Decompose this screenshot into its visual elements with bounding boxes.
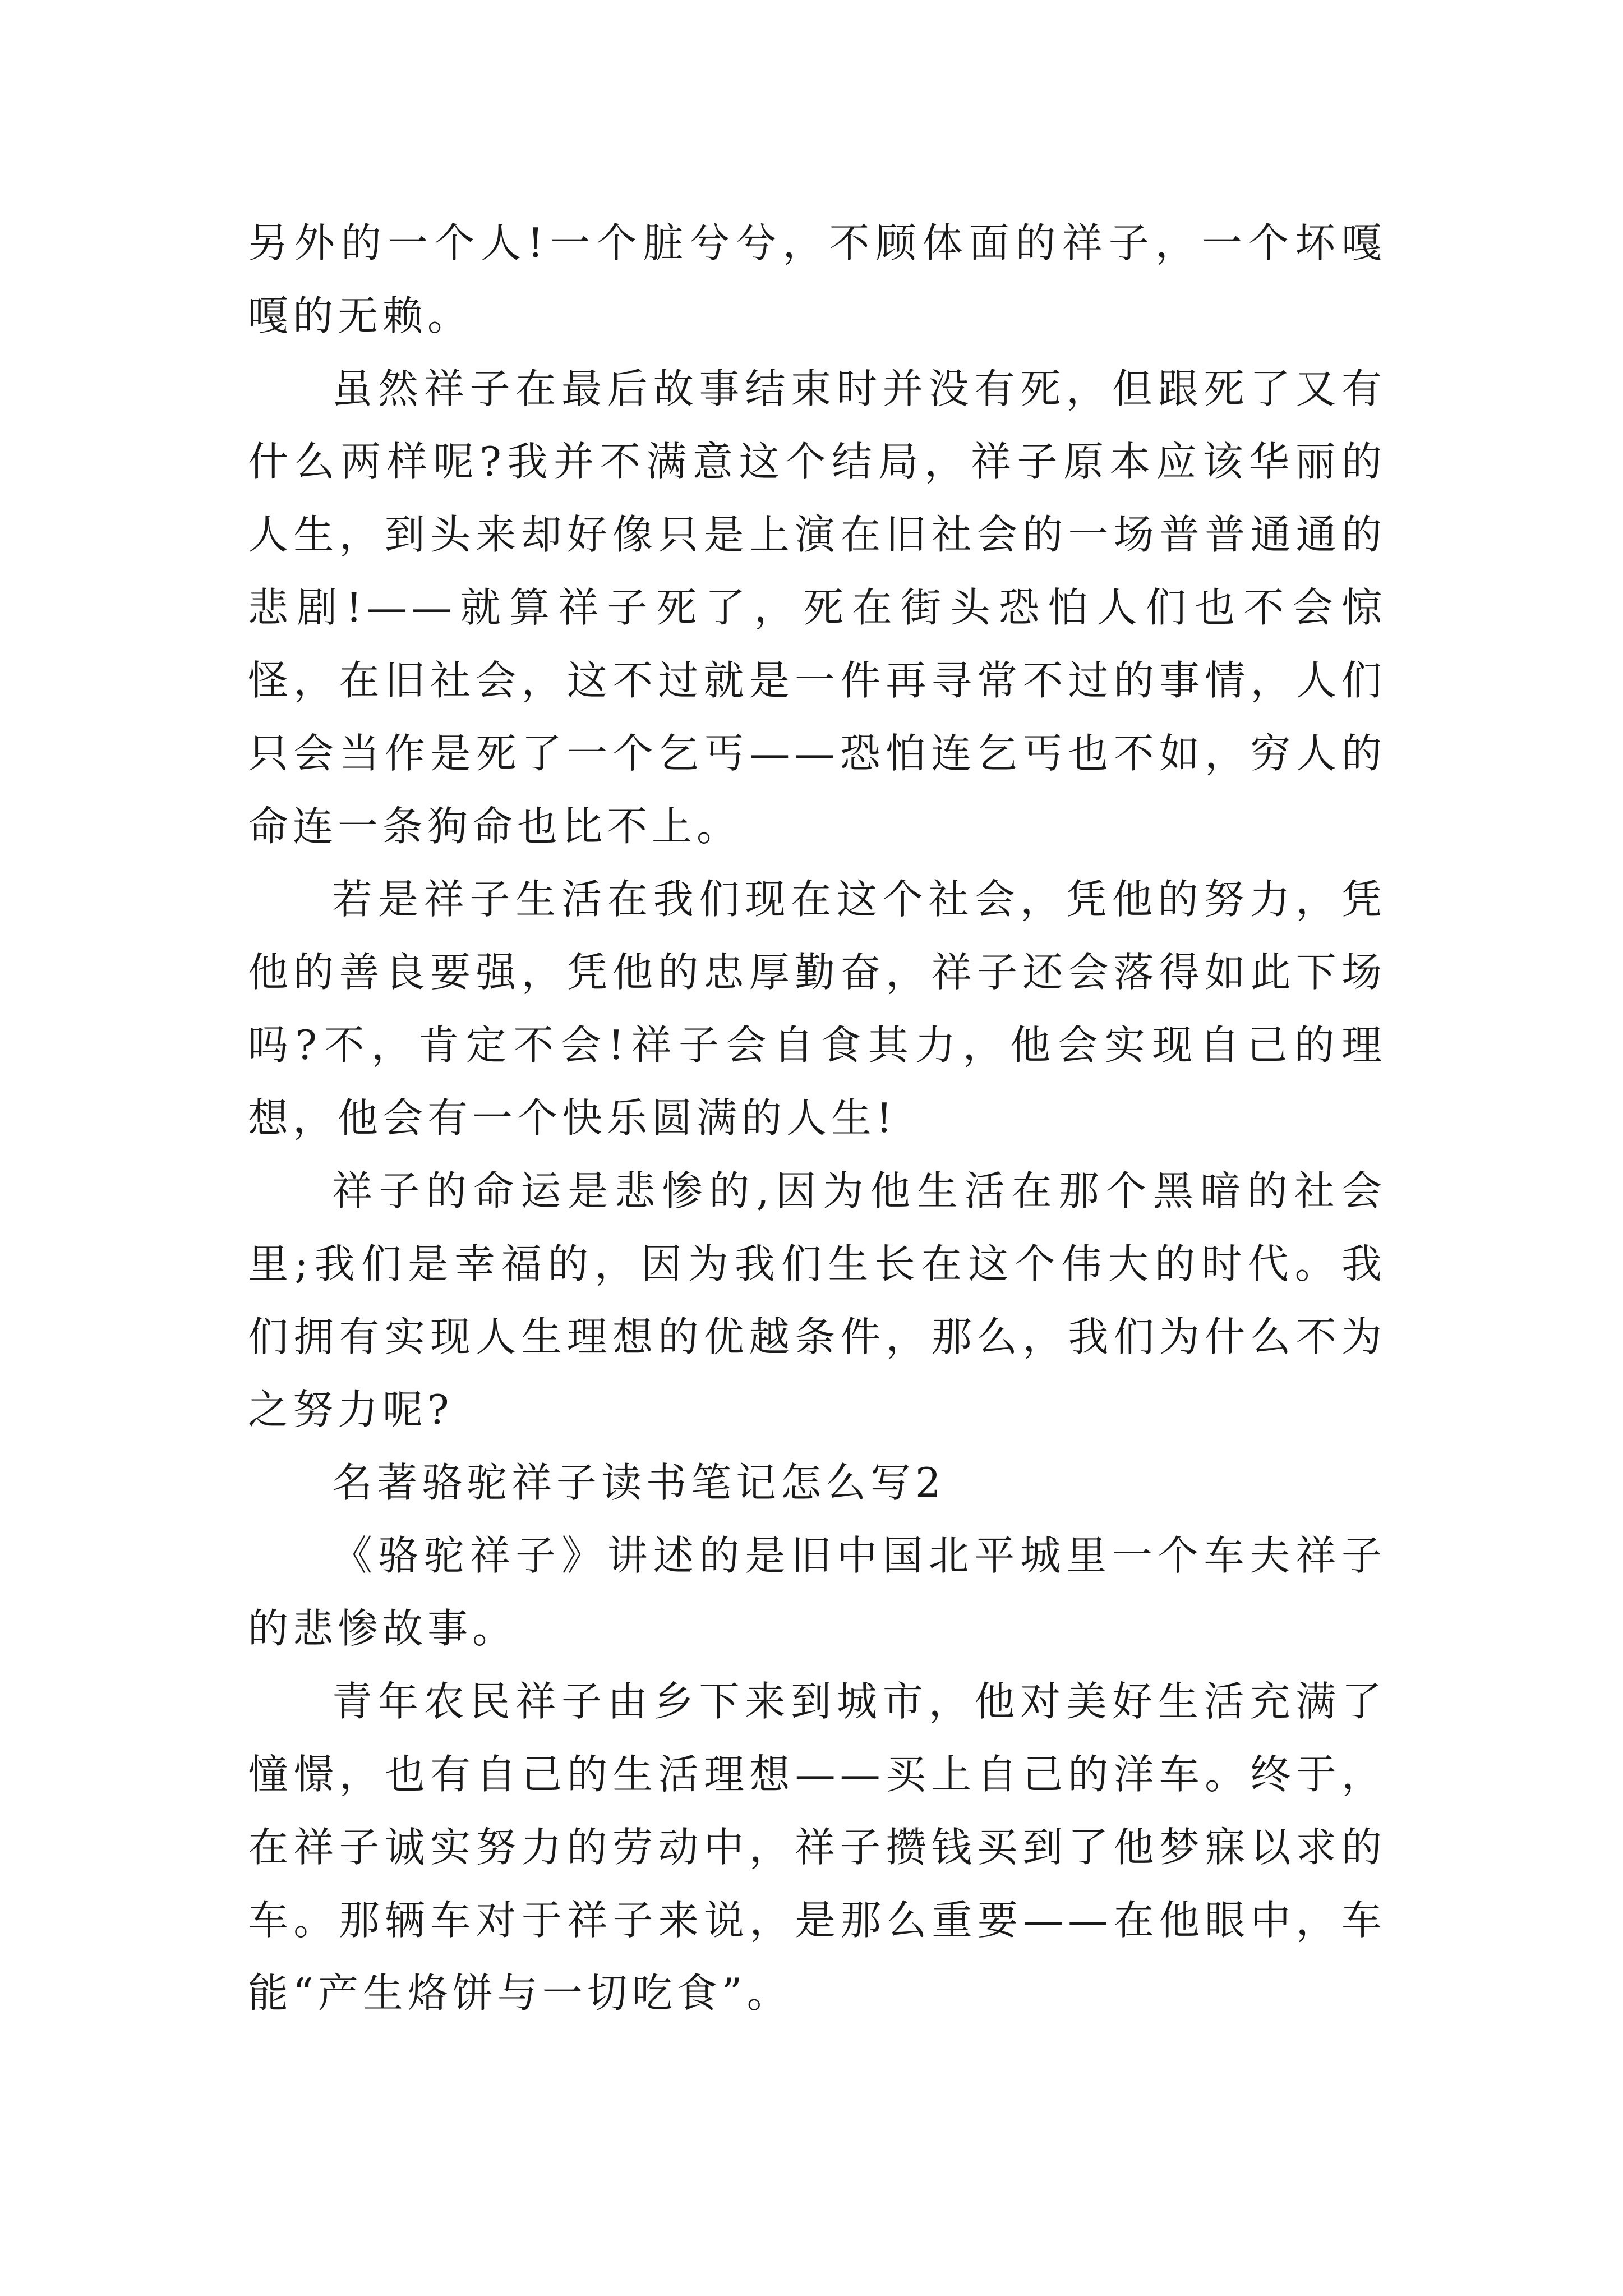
document-body xyxy=(248,206,1386,2030)
paragraph-5: 《骆驼祥子》讲述的是旧中国北平城里一个车夫祥子的悲惨故事。 xyxy=(248,1532,1386,1652)
paragraph-4: 祥子的命运是悲惨的,因为他生活在那个黑暗的社会里;我们是幸福的，因为我们生长在这个伟大的时代。我们拥有实现人生理想的优越条件，那么，我们为什么不为之努力呢? xyxy=(248,1167,1386,1433)
section-heading: 名著骆驼祥子读书笔记怎么写2 xyxy=(332,1459,946,1506)
paragraph-6: 青年农民祥子由乡下来到城市，他对美好生活充满了憧憬，也有自己的生活理想——买上自己的洋车。终于，在祥子诚实努力的劳动中，祥子攒钱买到了他梦寐以求的车。那辆车对于祥子来说，是那么重要——在他眼中，车能“产生烙饼与一切吃食”。 xyxy=(248,1678,1386,2017)
paragraph-3: 若是祥子生活在我们现在这个社会，凭他的努力，凭他的善良要强，凭他的忠厚勤奋，祥子还会落得如此下场吗?不，肯定不会!祥子会自食其力，他会实现自己的理想，他会有一个快乐圆满的人生! xyxy=(248,876,1386,1142)
paragraph-1: 另外的一个人!一个脏兮兮，不顾体面的祥子，一个坏嘎嘎的无赖。 xyxy=(248,219,1386,339)
paragraph-2: 虽然祥子在最后故事结束时并没有死，但跟死了又有什么两样呢?我并不满意这个结局，祥子原本应该华丽的人生，到头来却好像只是上演在旧社会的一场普普通通的悲剧!——就算祥子死了，死在街头恐怕人们也不会惊怪，在旧社会，这不过就是一件再寻常不过的事情，人们只会当作是死了一个乞丐——恐怕连乞丐也不如，穷人的命连一条狗命也比不上。 xyxy=(248,365,1386,850)
